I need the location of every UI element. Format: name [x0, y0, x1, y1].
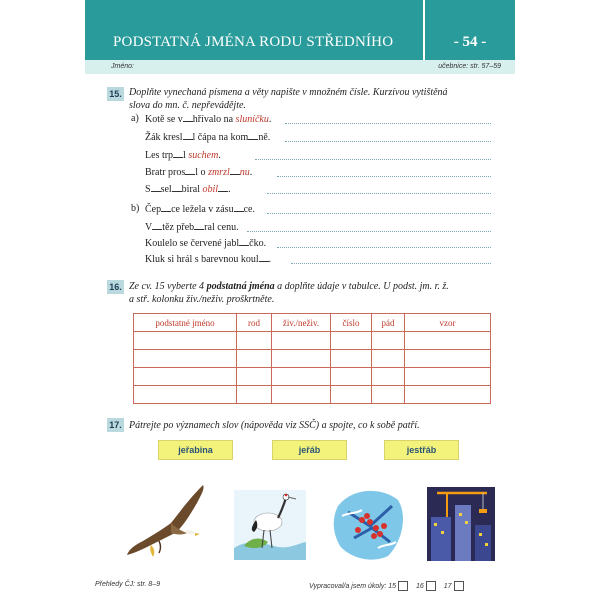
workbook-page — [85, 0, 515, 600]
page-title: PODSTATNÁ JMÉNA RODU STŘEDNÍHO — [113, 34, 394, 50]
checkbox-17[interactable] — [454, 581, 464, 591]
exercise-15-number: 15. — [107, 87, 124, 101]
rowan-berries-image[interactable] — [332, 486, 408, 562]
col-animacy: živ./neživ. — [272, 314, 331, 332]
sentence-b1: Čep ce ležela v zásu ce. — [145, 204, 255, 215]
checkbox-16[interactable] — [426, 581, 436, 591]
exercise-16-instruction: Ze cv. 15 vyberte 4 podstatná jména a doplňte údaje v tabulce. U podst. jm. r. ž. a stř. kolonku živ./neživ. proškrtněte. — [129, 281, 449, 305]
col-noun: podstatné jméno — [134, 314, 237, 332]
noun-table — [133, 313, 491, 404]
exercise-17-number: 17. — [107, 418, 124, 432]
part-b-label: b) — [131, 203, 140, 214]
col-case: pád — [372, 314, 405, 332]
footer-progress: Vypracoval/a jsem úkoly: 15 16 17 — [309, 581, 470, 591]
exercise-15-instruction: Doplňte vynechaná písmena a věty napište v množném čísle. Kurzívou vytištěná slova do mn. č. nepřevádějte. — [129, 87, 448, 111]
sentence-a2: Žák kresl l čápa na kom ně. — [145, 132, 271, 143]
answer-line[interactable] — [255, 159, 491, 160]
construction-crane-image[interactable] — [427, 487, 495, 561]
sentence-a4: Bratr pros l o zmrzl nu. — [145, 167, 253, 178]
sentence-a1: Kotě se v hřívalo na sluníčku. — [145, 114, 272, 125]
sentence-b4: Kluk si hrál s barevnou koul . — [145, 254, 272, 265]
table-row[interactable] — [134, 332, 491, 350]
answer-line[interactable] — [285, 123, 491, 124]
textbook-ref: učebnice: str. 57–59 — [438, 63, 501, 70]
answer-line[interactable] — [291, 263, 491, 264]
crane-bird-image[interactable] — [234, 490, 306, 560]
footer-reference: Přehledy ČJ: str. 8–9 — [95, 581, 161, 588]
header-divider — [423, 0, 425, 60]
sentence-a5: S sel biral obil . — [145, 184, 231, 195]
col-pattern: vzor — [405, 314, 491, 332]
info-band — [85, 60, 515, 74]
word-card-jestrab[interactable]: jestřáb — [384, 440, 459, 460]
table-row[interactable] — [134, 368, 491, 386]
footer — [85, 575, 515, 595]
answer-line[interactable] — [277, 247, 491, 248]
answer-line[interactable] — [247, 231, 491, 232]
sentence-b3: Koulelo se červené jabl čko. — [145, 238, 267, 249]
word-card-jerabina[interactable]: jeřabina — [158, 440, 233, 460]
exercise-17-instruction: Pátrejte po významech slov (nápověda viz SSČ) a spojte, co k sobě patří. — [129, 420, 420, 431]
col-gender: rod — [237, 314, 272, 332]
col-number: číslo — [331, 314, 372, 332]
answer-line[interactable] — [267, 213, 491, 214]
header-bar — [85, 0, 515, 60]
checkbox-15[interactable] — [398, 581, 408, 591]
page-number: - 54 - — [453, 34, 487, 50]
sentence-a3: Les trp l suchem. — [145, 150, 221, 161]
table-row[interactable] — [134, 350, 491, 368]
sentence-b2: V těz přeb ral cenu. — [145, 222, 239, 233]
answer-line[interactable] — [267, 193, 491, 194]
word-card-jerab[interactable]: jeřáb — [272, 440, 347, 460]
table-header-row — [134, 314, 491, 332]
name-label: Jméno: — [111, 63, 134, 70]
table-row[interactable] — [134, 386, 491, 404]
answer-line[interactable] — [285, 141, 491, 142]
eagle-image[interactable] — [125, 483, 207, 561]
answer-line[interactable] — [277, 176, 491, 177]
exercise-16-number: 16. — [107, 280, 124, 294]
part-a-label: a) — [131, 113, 139, 124]
